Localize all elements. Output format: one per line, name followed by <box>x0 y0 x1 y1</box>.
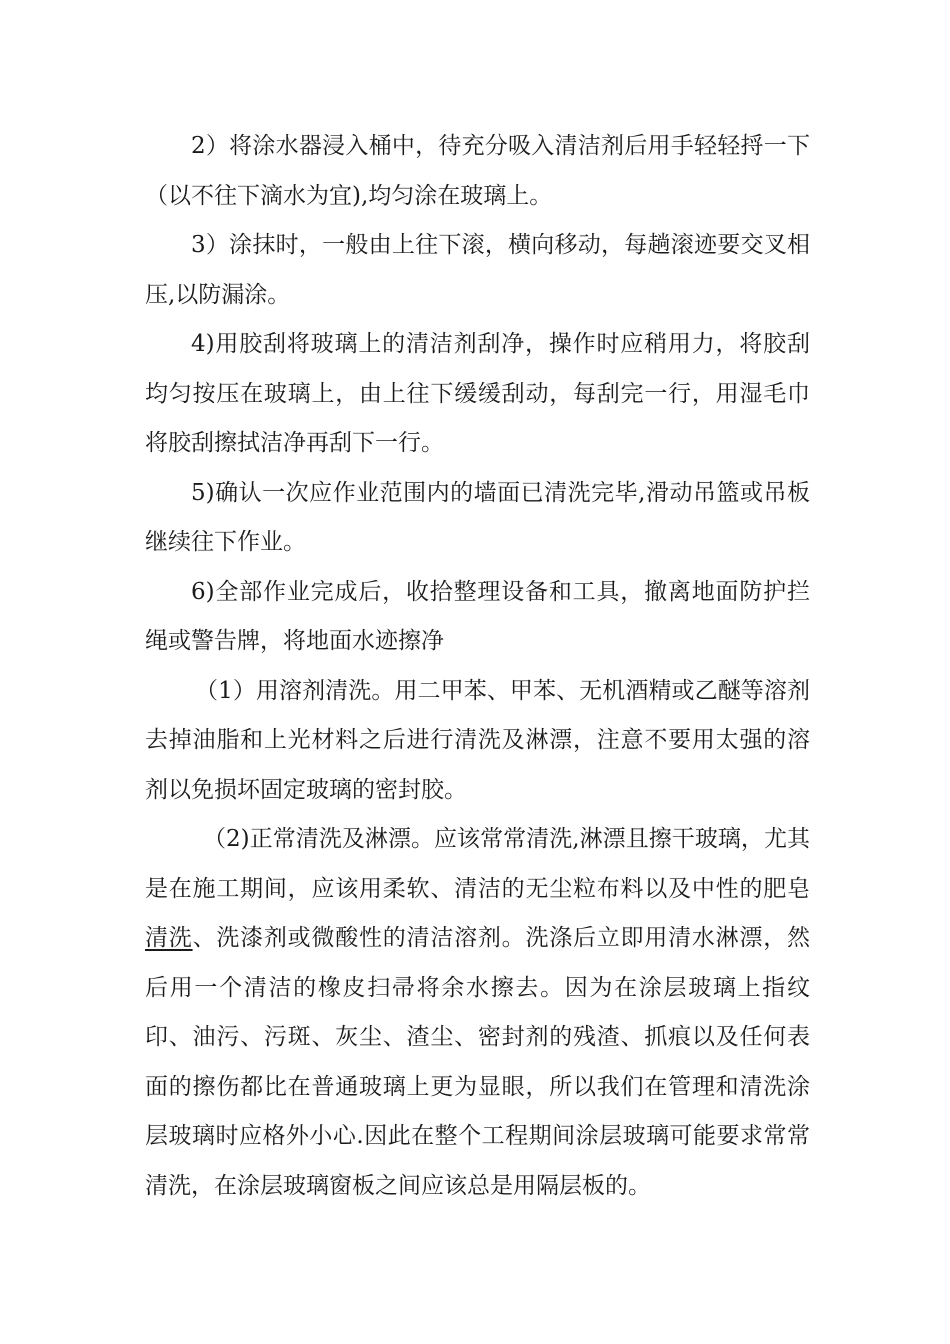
document-body <box>145 122 810 1211</box>
underlined-word: 清洗 <box>145 925 193 951</box>
paragraph-step-3: 3）涂抹时，一般由上往下滚，横向移动，每趟滚迹要交叉相压,以防漏涂。 <box>145 232 810 308</box>
paragraph-normal-cleaning <box>145 815 810 1211</box>
paragraph-step-2: 2）将涂水器浸入桶中，待充分吸入清洁剂后用手轻轻捋一下（以不往下滴水为宜),均匀涂在玻璃上。 <box>145 133 810 209</box>
paragraph-step-5: 5)确认一次应作业范围内的墙面已清洗完毕,滑动吊篮或吊板继续往下作业。 <box>145 479 810 555</box>
paragraph-normal-cleaning-part-2: 、洗漆剂或微酸性的清洁溶剂。洗涤后立即用清水淋漂，然后用一个清洁的橡皮扫帚将余水擦去。因为在涂层玻璃上指纹印、油污、污斑、灰尘、渣尘、密封剂的残渣、抓痕以及任何表面的擦伤都比在普通玻璃上更为显眼，所以我们在管理和清洗涂层玻璃时应格外小心.因此在整个工程期间涂层玻璃可能要求常常清洗，在涂层玻璃窗板之间应该总是用隔层板的。 <box>145 925 811 1199</box>
paragraph-normal-cleaning-part-1: （2)正常清洗及淋漂。应该常常清洗,淋漂且擦干玻璃，尤其是在施工期间，应该用柔软、清洁的无尘粒布料以及中性的肥皂 <box>145 826 810 902</box>
paragraph-solvent-cleaning: （1）用溶剂清洗。用二甲苯、甲苯、无机酒精或乙醚等溶剂去掉油脂和上光材料之后进行清洗及淋漂，注意不要用太强的溶剂以免损坏固定玻璃的密封胶。 <box>145 677 810 803</box>
paragraph-step-6: 6)全部作业完成后，收拾整理设备和工具，撤离地面防护拦绳或警告牌，将地面水迹擦净 <box>145 578 810 654</box>
paragraph-step-4: 4)用胶刮将玻璃上的清洁剂刮净，操作时应稍用力，将胶刮均匀按压在玻璃上，由上往下缓缓刮动，每刮完一行，用湿毛巾将胶刮擦拭洁净再刮下一行。 <box>145 331 810 456</box>
